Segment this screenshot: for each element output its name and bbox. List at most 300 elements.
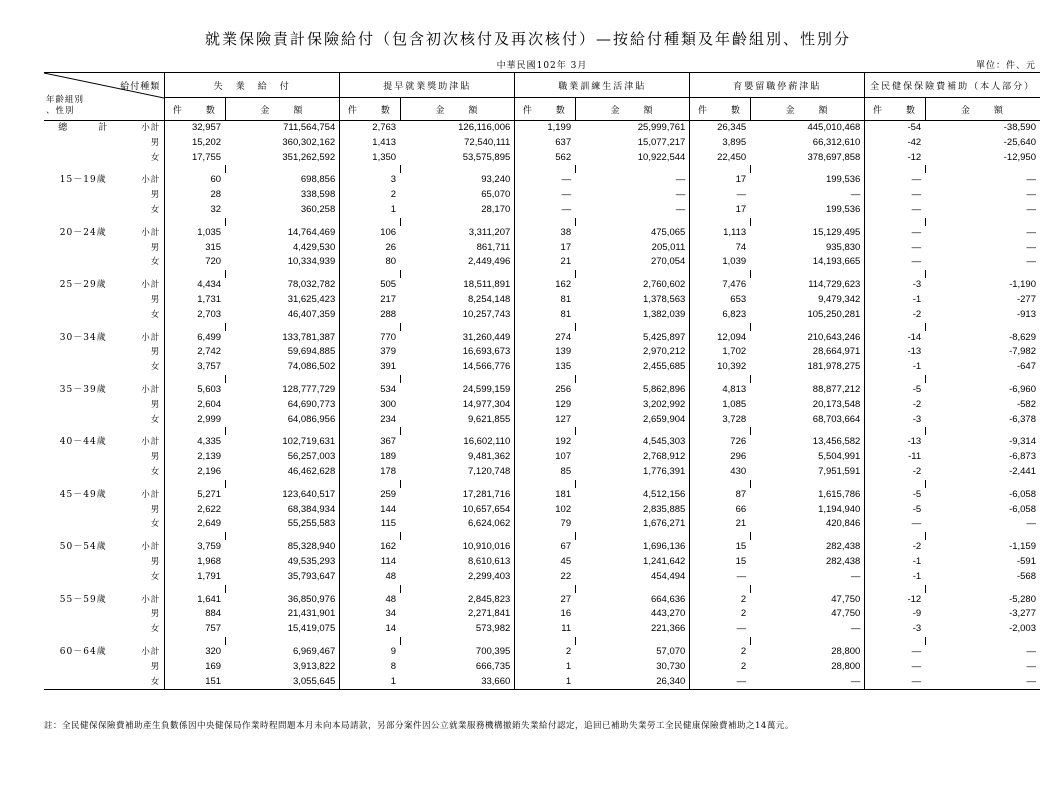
amount-cell: 46,407,359	[287, 308, 336, 320]
amount-cell: 36,850,976	[287, 593, 336, 605]
count-cell: 720	[165, 255, 225, 270]
amount-cell: 28,800	[831, 645, 861, 657]
gap-cell	[225, 532, 340, 540]
table-row	[44, 413, 1040, 428]
gap-cell	[750, 323, 865, 331]
amount-cell: -8,629	[1009, 331, 1036, 343]
gap-cell	[750, 532, 865, 540]
count-cell: 259	[340, 488, 400, 503]
amount-cell: 9,481,362	[468, 451, 511, 463]
amount-cell: 15,419,075	[287, 623, 336, 635]
count-cell: 726	[690, 435, 750, 450]
amount-cell: 573,982	[475, 623, 511, 635]
amount-cell: 1,676,271	[643, 518, 686, 530]
amount-cell: 1,776,391	[643, 465, 686, 477]
count-cell: 315	[165, 241, 225, 256]
count-cell: —	[865, 675, 925, 690]
gap-cell	[690, 165, 750, 173]
amount-cell: -12,950	[1003, 151, 1036, 163]
amount-cell: 65,070	[481, 189, 511, 201]
amount-cell: 698,856	[300, 174, 336, 186]
amount-cell: 7,951,591	[818, 465, 861, 477]
gap-cell	[122, 375, 164, 383]
count-cell: —	[865, 517, 925, 532]
table-row	[44, 293, 1040, 308]
amount-cell: 1,696,136	[643, 541, 686, 553]
gap-cell	[690, 480, 750, 488]
table-row	[44, 465, 1040, 480]
count-cell: 66	[690, 503, 750, 518]
gap-cell	[165, 323, 225, 331]
amount-cell: 133,781,387	[282, 331, 336, 343]
amount-cell: 123,640,517	[282, 488, 336, 500]
gap-cell	[44, 375, 122, 383]
gap-cell	[750, 427, 865, 435]
count-cell: 1,702	[690, 345, 750, 360]
count-cell: 2,742	[165, 345, 225, 360]
count-cell: 367	[340, 435, 400, 450]
sex-label: 男	[150, 452, 161, 463]
table-row	[44, 136, 1040, 151]
amount-cell: 1,194,940	[818, 503, 861, 515]
gap-cell	[400, 165, 515, 173]
count-cell: 2	[515, 645, 575, 660]
count-cell: 3,759	[165, 540, 225, 555]
gap-cell	[340, 585, 400, 593]
age-group-label	[44, 555, 122, 570]
sex-label: 女	[150, 571, 161, 582]
count-cell: 5,603	[165, 383, 225, 398]
count-cell: -11	[865, 450, 925, 465]
table-row	[44, 241, 1040, 256]
amount-cell: 102,719,631	[282, 436, 336, 448]
age-group-label	[44, 503, 122, 518]
age-group-label: 35－39歲	[59, 384, 107, 395]
amount-cell: —	[1026, 518, 1036, 530]
amount-cell: 88,877,212	[812, 383, 861, 395]
gap-cell	[44, 585, 122, 593]
amount-cell: 378,697,858	[807, 151, 861, 163]
count-cell: 162	[515, 278, 575, 293]
amount-cell: -9,314	[1009, 436, 1036, 448]
row-gap	[44, 427, 1040, 435]
table-row	[44, 555, 1040, 570]
count-cell: -3	[865, 622, 925, 637]
age-group-label	[44, 450, 122, 465]
amount-cell: 59,694,885	[287, 346, 336, 358]
row-gap	[44, 218, 1040, 226]
count-cell: 115	[340, 517, 400, 532]
count-cell: 17,755	[165, 151, 225, 166]
amount-cell: 18,511,891	[463, 279, 511, 291]
gap-cell	[165, 585, 225, 593]
count-cell: 81	[515, 308, 575, 323]
gap-cell	[165, 637, 225, 645]
table-row	[44, 622, 1040, 637]
count-cell: —	[865, 226, 925, 241]
gap-cell	[865, 218, 925, 226]
amount-cell: 26,340	[656, 675, 686, 687]
gap-cell	[44, 427, 122, 435]
gap-cell	[750, 375, 865, 383]
count-cell: 217	[340, 293, 400, 308]
count-cell: 107	[515, 450, 575, 465]
sex-label: 男	[150, 190, 161, 201]
count-cell: —	[865, 188, 925, 203]
gap-cell	[575, 480, 690, 488]
amount-cell: —	[1026, 645, 1036, 657]
sex-label: 小計	[141, 384, 161, 395]
amount-cell: —	[1026, 675, 1036, 687]
gap-cell	[690, 637, 750, 645]
age-group-label	[44, 255, 122, 270]
table-row	[44, 660, 1040, 675]
gap-cell	[750, 585, 865, 593]
count-cell: 1,113	[690, 226, 750, 241]
amount-cell: 10,334,939	[287, 256, 336, 268]
count-cell: 81	[515, 293, 575, 308]
count-cell: 3,895	[690, 136, 750, 151]
count-cell: 12,094	[690, 331, 750, 346]
count-cell: -13	[865, 435, 925, 450]
gap-cell	[925, 585, 1040, 593]
table-row	[44, 278, 1040, 293]
age-group-label	[44, 660, 122, 675]
count-cell: 2,604	[165, 398, 225, 413]
count-cell: 1,350	[340, 151, 400, 166]
count-cell: 27	[515, 593, 575, 608]
sex-label: 小計	[141, 123, 161, 133]
gap-cell	[575, 165, 690, 173]
count-cell: -1	[865, 360, 925, 375]
count-cell: 1	[340, 203, 400, 218]
gap-cell	[340, 165, 400, 173]
count-cell: -12	[865, 593, 925, 608]
count-cell: -2	[865, 465, 925, 480]
count-cell: 8	[340, 660, 400, 675]
gap-cell	[925, 165, 1040, 173]
header-count: 件 數	[340, 98, 400, 121]
gap-cell	[340, 427, 400, 435]
amount-cell: —	[1026, 660, 1036, 672]
gap-cell	[400, 270, 515, 278]
count-cell: 1,413	[340, 136, 400, 151]
amount-cell: 21,431,901	[287, 608, 336, 620]
count-cell: -5	[865, 503, 925, 518]
sex-label: 小計	[141, 542, 161, 553]
amount-cell: 28,170	[481, 203, 511, 215]
gap-cell	[225, 270, 340, 278]
age-group-label	[44, 308, 122, 323]
table-row	[44, 517, 1040, 532]
gap-cell	[925, 637, 1040, 645]
amount-cell: 47,750	[831, 608, 861, 620]
age-group-label: 20－24歲	[59, 227, 107, 238]
amount-cell: 5,425,897	[643, 331, 686, 343]
age-group-label	[44, 241, 122, 256]
amount-cell: 2,835,885	[643, 503, 686, 515]
amount-cell: 53,575,895	[462, 151, 511, 163]
age-group-label	[44, 413, 122, 428]
count-cell: —	[865, 203, 925, 218]
unit-label: 單位：件、元	[975, 61, 1036, 71]
amount-cell: 282,438	[825, 541, 861, 553]
sex-label: 男	[150, 609, 161, 620]
sex-label: 小計	[141, 594, 161, 605]
amount-cell: -25,640	[1003, 136, 1036, 148]
corner-label-age-line2: 、性別	[46, 106, 75, 116]
count-cell: 2,763	[340, 121, 400, 136]
age-group-label: 總 計	[58, 123, 109, 133]
sex-label: 小計	[141, 489, 161, 500]
gap-cell	[122, 585, 164, 593]
count-cell: 391	[340, 360, 400, 375]
amount-cell: 210,643,246	[807, 331, 861, 343]
gap-cell	[225, 585, 340, 593]
count-cell: 10,392	[690, 360, 750, 375]
gap-cell	[690, 323, 750, 331]
gap-cell	[400, 218, 515, 226]
age-group-label	[44, 188, 122, 203]
gap-cell	[340, 532, 400, 540]
age-group-label	[44, 607, 122, 622]
gap-cell	[690, 375, 750, 383]
count-cell: 320	[165, 645, 225, 660]
amount-cell: 2,299,403	[468, 570, 511, 582]
gap-cell	[340, 323, 400, 331]
table-row	[44, 121, 1040, 136]
amount-cell: 2,768,912	[643, 451, 686, 463]
amount-cell: 7,120,748	[468, 465, 511, 477]
age-group-label	[44, 293, 122, 308]
sex-label: 女	[150, 257, 161, 268]
amount-cell: 711,564,754	[283, 122, 336, 133]
sex-label: 女	[150, 204, 161, 215]
amount-cell: 14,977,304	[462, 398, 511, 410]
gap-cell	[165, 218, 225, 226]
age-group-label: 60－64歲	[59, 646, 107, 657]
amount-cell: 9,479,342	[818, 293, 861, 305]
amount-cell: -1,159	[1009, 541, 1036, 553]
amount-cell: 6,624,062	[468, 518, 511, 530]
gap-cell	[865, 270, 925, 278]
count-cell: 2,139	[165, 450, 225, 465]
table-row	[44, 593, 1040, 608]
amount-cell: 664,636	[650, 593, 686, 605]
amount-cell: 47,750	[831, 593, 861, 605]
gap-cell	[575, 218, 690, 226]
gap-cell	[400, 585, 515, 593]
amount-cell: -591	[1016, 555, 1036, 567]
gap-cell	[340, 637, 400, 645]
amount-cell: 72,540,111	[464, 136, 511, 148]
table-row	[44, 203, 1040, 218]
table-row	[44, 488, 1040, 503]
count-cell: 256	[515, 383, 575, 398]
amount-cell: —	[1026, 256, 1036, 268]
sex-label: 小計	[141, 646, 161, 657]
amount-cell: 360,302,162	[282, 136, 336, 148]
header-count: 件 數	[865, 98, 925, 121]
amount-cell: 282,438	[825, 555, 861, 567]
gap-cell	[515, 427, 575, 435]
gap-cell	[575, 585, 690, 593]
header-corner	[44, 73, 165, 121]
count-cell: -3	[865, 413, 925, 428]
count-cell: 2	[690, 593, 750, 608]
age-group-label: 55－59歲	[59, 594, 107, 605]
amount-cell: —	[1026, 189, 1036, 201]
gap-cell	[515, 323, 575, 331]
gap-cell	[925, 532, 1040, 540]
count-cell: 2,999	[165, 413, 225, 428]
amount-cell: 2,455,685	[643, 361, 686, 373]
amount-cell: 454,494	[650, 570, 686, 582]
header-category-parental-leave: 育嬰留職停薪津貼	[690, 73, 865, 98]
amount-cell: 46,462,628	[287, 465, 336, 477]
amount-cell: 85,328,940	[287, 541, 336, 553]
gap-cell	[515, 218, 575, 226]
count-cell: 3	[340, 173, 400, 188]
gap-cell	[690, 532, 750, 540]
count-cell: 234	[340, 413, 400, 428]
amount-cell: 17,281,716	[462, 488, 511, 500]
gap-cell	[575, 532, 690, 540]
count-cell: 2,649	[165, 517, 225, 532]
table-row	[44, 383, 1040, 398]
count-cell: 3,757	[165, 360, 225, 375]
amount-cell: 2,845,823	[468, 593, 511, 605]
amount-cell: -582	[1016, 398, 1036, 410]
header-count: 件 數	[690, 98, 750, 121]
table-row	[44, 645, 1040, 660]
amount-cell: 3,055,645	[292, 675, 336, 687]
amount-cell: 10,657,654	[462, 503, 511, 515]
age-group-label	[44, 622, 122, 637]
gap-cell	[165, 532, 225, 540]
amount-cell: —	[850, 189, 861, 201]
table-row	[44, 398, 1040, 413]
count-cell: 884	[165, 607, 225, 622]
count-cell: 21	[690, 517, 750, 532]
header-amount: 金 額	[925, 98, 1040, 121]
count-cell: —	[690, 188, 750, 203]
gap-cell	[515, 532, 575, 540]
amount-cell: —	[850, 623, 861, 635]
table-row	[44, 151, 1040, 166]
count-cell: 2	[690, 660, 750, 675]
gap-cell	[865, 323, 925, 331]
count-cell: 67	[515, 540, 575, 555]
gap-cell	[122, 637, 164, 645]
amount-cell: 3,311,207	[468, 226, 511, 238]
count-cell: 7,476	[690, 278, 750, 293]
amount-cell: 666,735	[475, 660, 511, 672]
gap-cell	[865, 375, 925, 383]
gap-cell	[750, 480, 865, 488]
age-group-label	[44, 465, 122, 480]
count-cell: 4,434	[165, 278, 225, 293]
age-group-label: 45－49歲	[59, 489, 107, 500]
row-gap	[44, 323, 1040, 331]
count-cell: 17	[690, 173, 750, 188]
data-table	[44, 72, 1040, 690]
count-cell: —	[865, 255, 925, 270]
count-cell: 1,968	[165, 555, 225, 570]
gap-cell	[122, 532, 164, 540]
gap-cell	[225, 480, 340, 488]
count-cell: 87	[690, 488, 750, 503]
count-cell: 48	[340, 593, 400, 608]
amount-cell: 33,660	[481, 675, 511, 687]
count-cell: 15	[690, 555, 750, 570]
amount-cell: -6,960	[1009, 383, 1036, 395]
gap-cell	[340, 218, 400, 226]
gap-cell	[225, 375, 340, 383]
count-cell: 127	[515, 413, 575, 428]
amount-cell: 93,240	[481, 174, 511, 186]
sex-label: 男	[150, 242, 161, 253]
count-cell: -5	[865, 383, 925, 398]
count-cell: 300	[340, 398, 400, 413]
count-cell: —	[515, 203, 575, 218]
sex-label: 女	[150, 414, 161, 425]
age-group-label: 40－44歲	[59, 437, 107, 448]
gap-cell	[400, 427, 515, 435]
count-cell: 757	[165, 622, 225, 637]
count-cell: 28	[165, 188, 225, 203]
amount-cell: -3,277	[1009, 608, 1036, 620]
amount-cell: 28,664,971	[812, 346, 861, 358]
count-cell: 2,196	[165, 465, 225, 480]
amount-cell: 68,384,934	[287, 503, 336, 515]
count-cell: 38	[515, 226, 575, 241]
row-gap	[44, 637, 1040, 645]
amount-cell: 8,254,148	[468, 293, 511, 305]
amount-cell: 28,800	[831, 660, 861, 672]
sex-label: 女	[150, 624, 161, 635]
gap-cell	[750, 218, 865, 226]
header-amount: 金 額	[400, 98, 515, 121]
amount-cell: 4,429,530	[292, 241, 336, 253]
gap-cell	[400, 480, 515, 488]
amount-cell: 56,257,003	[287, 451, 336, 463]
amount-cell: 105,250,281	[807, 308, 861, 320]
count-cell: 4,813	[690, 383, 750, 398]
count-cell: 135	[515, 360, 575, 375]
count-cell: 4,335	[165, 435, 225, 450]
row-gap	[44, 532, 1040, 540]
amount-cell: 78,032,782	[287, 279, 336, 291]
gap-cell	[44, 270, 122, 278]
count-cell: 2	[690, 607, 750, 622]
amount-cell: 338,598	[300, 189, 336, 201]
count-cell: 16	[515, 607, 575, 622]
count-cell: 2,622	[165, 503, 225, 518]
count-cell: 274	[515, 331, 575, 346]
amount-cell: 49,535,293	[287, 555, 336, 567]
gap-cell	[340, 375, 400, 383]
count-cell: 32	[165, 203, 225, 218]
count-cell: 79	[515, 517, 575, 532]
sex-label: 男	[150, 294, 161, 305]
count-cell: 34	[340, 607, 400, 622]
table-row	[44, 255, 1040, 270]
sex-label: 小計	[141, 280, 161, 291]
amount-cell: 14,566,776	[462, 361, 511, 373]
corner-label-age	[46, 95, 84, 117]
gap-cell	[515, 165, 575, 173]
